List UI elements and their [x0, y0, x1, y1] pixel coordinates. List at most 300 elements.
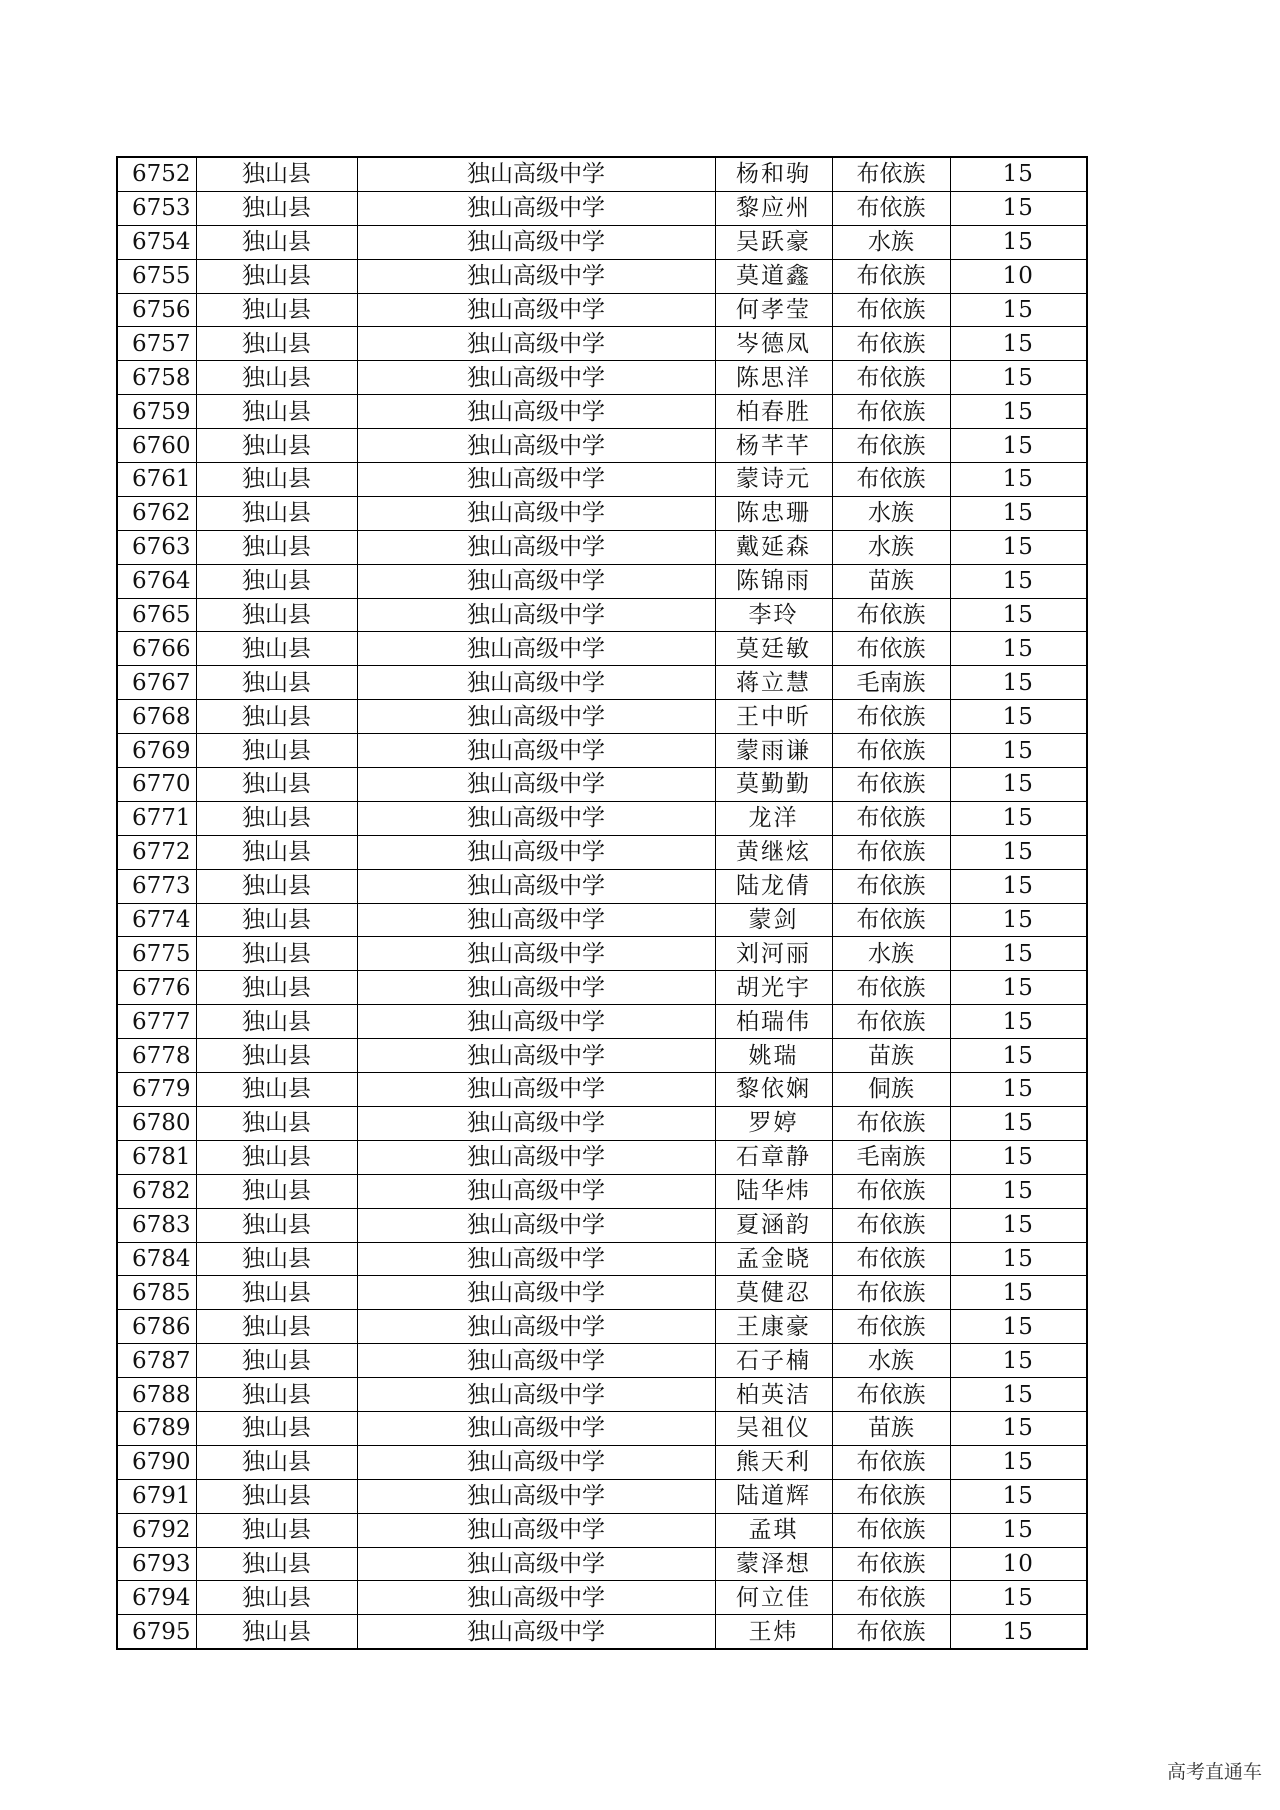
- score-cell: 15: [950, 225, 1087, 259]
- student-name-cell: 莫道鑫: [715, 259, 832, 293]
- student-name-cell: 蒙雨谦: [715, 734, 832, 768]
- ethnicity-cell: 布依族: [832, 1174, 950, 1208]
- county-cell: 独山县: [196, 496, 357, 530]
- ethnicity-cell: 布依族: [832, 293, 950, 327]
- county-cell: 独山县: [196, 1581, 357, 1615]
- score-cell: 15: [950, 768, 1087, 802]
- row-number-cell: 6773: [117, 869, 196, 903]
- student-name-cell: 蒙诗元: [715, 463, 832, 497]
- row-number-cell: 6782: [117, 1174, 196, 1208]
- table-row: [117, 1276, 1087, 1310]
- row-number-cell: 6786: [117, 1310, 196, 1344]
- ethnicity-cell: 布依族: [832, 700, 950, 734]
- county-cell: 独山县: [196, 734, 357, 768]
- table-row: [117, 1140, 1087, 1174]
- county-cell: 独山县: [196, 598, 357, 632]
- score-cell: 15: [950, 1513, 1087, 1547]
- student-name-cell: 黄继炫: [715, 835, 832, 869]
- table-row: [117, 496, 1087, 530]
- county-cell: 独山县: [196, 768, 357, 802]
- score-cell: 15: [950, 157, 1087, 191]
- ethnicity-cell: 布依族: [832, 1378, 950, 1412]
- ethnicity-cell: 布依族: [832, 361, 950, 395]
- row-number-cell: 6780: [117, 1106, 196, 1140]
- county-cell: 独山县: [196, 564, 357, 598]
- score-cell: 15: [950, 463, 1087, 497]
- school-cell: 独山高级中学: [357, 1310, 715, 1344]
- table-row: [117, 937, 1087, 971]
- county-cell: 独山县: [196, 1208, 357, 1242]
- table-row: [117, 666, 1087, 700]
- ethnicity-cell: 布依族: [832, 1581, 950, 1615]
- table-row: [117, 191, 1087, 225]
- county-cell: 独山县: [196, 1140, 357, 1174]
- county-cell: 独山县: [196, 361, 357, 395]
- score-cell: 15: [950, 971, 1087, 1005]
- table-row: [117, 971, 1087, 1005]
- school-cell: 独山高级中学: [357, 1174, 715, 1208]
- student-name-cell: 莫健忍: [715, 1276, 832, 1310]
- ethnicity-cell: 布依族: [832, 632, 950, 666]
- score-cell: 15: [950, 395, 1087, 429]
- student-name-cell: 何孝莹: [715, 293, 832, 327]
- ethnicity-cell: 毛南族: [832, 666, 950, 700]
- ethnicity-cell: 布依族: [832, 157, 950, 191]
- row-number-cell: 6770: [117, 768, 196, 802]
- student-name-cell: 黎应州: [715, 191, 832, 225]
- student-name-cell: 蒋立慧: [715, 666, 832, 700]
- school-cell: 独山高级中学: [357, 903, 715, 937]
- school-cell: 独山高级中学: [357, 564, 715, 598]
- row-number-cell: 6776: [117, 971, 196, 1005]
- ethnicity-cell: 布依族: [832, 801, 950, 835]
- ethnicity-cell: 布依族: [832, 1005, 950, 1039]
- county-cell: 独山县: [196, 1479, 357, 1513]
- table-row: [117, 1174, 1087, 1208]
- school-cell: 独山高级中学: [357, 259, 715, 293]
- county-cell: 独山县: [196, 1242, 357, 1276]
- school-cell: 独山高级中学: [357, 971, 715, 1005]
- school-cell: 独山高级中学: [357, 1411, 715, 1445]
- student-name-cell: 陆道辉: [715, 1479, 832, 1513]
- score-cell: 15: [950, 496, 1087, 530]
- score-cell: 15: [950, 1073, 1087, 1107]
- score-cell: 15: [950, 734, 1087, 768]
- student-name-cell: 熊天利: [715, 1445, 832, 1479]
- county-cell: 独山县: [196, 869, 357, 903]
- school-cell: 独山高级中学: [357, 1208, 715, 1242]
- table-row: [117, 1547, 1087, 1581]
- county-cell: 独山县: [196, 1344, 357, 1378]
- row-number-cell: 6755: [117, 259, 196, 293]
- table-row: [117, 1479, 1087, 1513]
- student-name-cell: 王炜: [715, 1615, 832, 1649]
- school-cell: 独山高级中学: [357, 598, 715, 632]
- score-cell: 15: [950, 1445, 1087, 1479]
- ethnicity-cell: 布依族: [832, 1615, 950, 1649]
- school-cell: 独山高级中学: [357, 869, 715, 903]
- row-number-cell: 6767: [117, 666, 196, 700]
- score-cell: 15: [950, 632, 1087, 666]
- school-cell: 独山高级中学: [357, 1276, 715, 1310]
- ethnicity-cell: 布依族: [832, 1106, 950, 1140]
- school-cell: 独山高级中学: [357, 1140, 715, 1174]
- county-cell: 独山县: [196, 327, 357, 361]
- row-number-cell: 6768: [117, 700, 196, 734]
- row-number-cell: 6769: [117, 734, 196, 768]
- school-cell: 独山高级中学: [357, 157, 715, 191]
- table-row: [117, 869, 1087, 903]
- school-cell: 独山高级中学: [357, 191, 715, 225]
- row-number-cell: 6759: [117, 395, 196, 429]
- school-cell: 独山高级中学: [357, 835, 715, 869]
- ethnicity-cell: 布依族: [832, 1310, 950, 1344]
- table-row: [117, 768, 1087, 802]
- row-number-cell: 6764: [117, 564, 196, 598]
- school-cell: 独山高级中学: [357, 293, 715, 327]
- table-row: [117, 361, 1087, 395]
- county-cell: 独山县: [196, 1276, 357, 1310]
- student-name-cell: 李玲: [715, 598, 832, 632]
- table-row: [117, 801, 1087, 835]
- ethnicity-cell: 苗族: [832, 1039, 950, 1073]
- score-cell: 15: [950, 1276, 1087, 1310]
- county-cell: 独山县: [196, 937, 357, 971]
- ethnicity-cell: 水族: [832, 1344, 950, 1378]
- school-cell: 独山高级中学: [357, 1581, 715, 1615]
- county-cell: 独山县: [196, 700, 357, 734]
- county-cell: 独山县: [196, 1106, 357, 1140]
- score-cell: 15: [950, 361, 1087, 395]
- school-cell: 独山高级中学: [357, 429, 715, 463]
- school-cell: 独山高级中学: [357, 734, 715, 768]
- row-number-cell: 6771: [117, 801, 196, 835]
- student-name-cell: 石章静: [715, 1140, 832, 1174]
- row-number-cell: 6779: [117, 1073, 196, 1107]
- student-name-cell: 刘河丽: [715, 937, 832, 971]
- row-number-cell: 6793: [117, 1547, 196, 1581]
- county-cell: 独山县: [196, 1174, 357, 1208]
- county-cell: 独山县: [196, 1310, 357, 1344]
- school-cell: 独山高级中学: [357, 1378, 715, 1412]
- score-cell: 15: [950, 1615, 1087, 1649]
- table-row: [117, 293, 1087, 327]
- ethnicity-cell: 布依族: [832, 463, 950, 497]
- ethnicity-cell: 布依族: [832, 429, 950, 463]
- ethnicity-cell: 侗族: [832, 1073, 950, 1107]
- student-name-cell: 莫廷敏: [715, 632, 832, 666]
- score-cell: 15: [950, 835, 1087, 869]
- table-row: [117, 1378, 1087, 1412]
- score-cell: 15: [950, 666, 1087, 700]
- county-cell: 独山县: [196, 225, 357, 259]
- student-name-cell: 吴祖仪: [715, 1411, 832, 1445]
- school-cell: 独山高级中学: [357, 1106, 715, 1140]
- row-number-cell: 6785: [117, 1276, 196, 1310]
- ethnicity-cell: 水族: [832, 225, 950, 259]
- score-cell: 15: [950, 700, 1087, 734]
- row-number-cell: 6758: [117, 361, 196, 395]
- score-cell: 15: [950, 903, 1087, 937]
- roster-table: [116, 156, 1088, 1650]
- row-number-cell: 6774: [117, 903, 196, 937]
- county-cell: 独山县: [196, 1445, 357, 1479]
- watermark-text: 高考直通车: [1166, 1761, 1262, 1783]
- row-number-cell: 6760: [117, 429, 196, 463]
- ethnicity-cell: 水族: [832, 496, 950, 530]
- table-row: [117, 1242, 1087, 1276]
- school-cell: 独山高级中学: [357, 1615, 715, 1649]
- table-row: [117, 1310, 1087, 1344]
- score-cell: 15: [950, 327, 1087, 361]
- county-cell: 独山县: [196, 903, 357, 937]
- school-cell: 独山高级中学: [357, 361, 715, 395]
- row-number-cell: 6754: [117, 225, 196, 259]
- school-cell: 独山高级中学: [357, 1445, 715, 1479]
- row-number-cell: 6795: [117, 1615, 196, 1649]
- ethnicity-cell: 布依族: [832, 1242, 950, 1276]
- score-cell: 15: [950, 293, 1087, 327]
- score-cell: 15: [950, 1242, 1087, 1276]
- row-number-cell: 6781: [117, 1140, 196, 1174]
- score-cell: 15: [950, 1310, 1087, 1344]
- table-row: [117, 395, 1087, 429]
- ethnicity-cell: 毛南族: [832, 1140, 950, 1174]
- school-cell: 独山高级中学: [357, 1039, 715, 1073]
- table-row: [117, 1208, 1087, 1242]
- row-number-cell: 6756: [117, 293, 196, 327]
- row-number-cell: 6772: [117, 835, 196, 869]
- school-cell: 独山高级中学: [357, 395, 715, 429]
- table-row: [117, 157, 1087, 191]
- county-cell: 独山县: [196, 157, 357, 191]
- score-cell: 15: [950, 1106, 1087, 1140]
- county-cell: 独山县: [196, 395, 357, 429]
- row-number-cell: 6791: [117, 1479, 196, 1513]
- student-name-cell: 罗婷: [715, 1106, 832, 1140]
- row-number-cell: 6778: [117, 1039, 196, 1073]
- ethnicity-cell: 苗族: [832, 1411, 950, 1445]
- table-row: [117, 429, 1087, 463]
- county-cell: 独山县: [196, 666, 357, 700]
- student-name-cell: 柏英洁: [715, 1378, 832, 1412]
- table-row: [117, 259, 1087, 293]
- score-cell: 15: [950, 801, 1087, 835]
- student-name-cell: 莫勤勤: [715, 768, 832, 802]
- school-cell: 独山高级中学: [357, 937, 715, 971]
- student-name-cell: 蒙剑: [715, 903, 832, 937]
- ethnicity-cell: 布依族: [832, 598, 950, 632]
- score-cell: 15: [950, 937, 1087, 971]
- school-cell: 独山高级中学: [357, 700, 715, 734]
- table-row: [117, 632, 1087, 666]
- student-name-cell: 姚瑞: [715, 1039, 832, 1073]
- student-name-cell: 杨芊芊: [715, 429, 832, 463]
- school-cell: 独山高级中学: [357, 1547, 715, 1581]
- row-number-cell: 6752: [117, 157, 196, 191]
- school-cell: 独山高级中学: [357, 1513, 715, 1547]
- score-cell: 15: [950, 1344, 1087, 1378]
- table-row: [117, 1581, 1087, 1615]
- student-name-cell: 陈忠珊: [715, 496, 832, 530]
- table-row: [117, 225, 1087, 259]
- student-name-cell: 石子楠: [715, 1344, 832, 1378]
- school-cell: 独山高级中学: [357, 801, 715, 835]
- student-name-cell: 龙洋: [715, 801, 832, 835]
- ethnicity-cell: 布依族: [832, 327, 950, 361]
- ethnicity-cell: 布依族: [832, 734, 950, 768]
- table-row: [117, 903, 1087, 937]
- row-number-cell: 6761: [117, 463, 196, 497]
- school-cell: 独山高级中学: [357, 1242, 715, 1276]
- county-cell: 独山县: [196, 191, 357, 225]
- score-cell: 15: [950, 1140, 1087, 1174]
- student-name-cell: 陆华炜: [715, 1174, 832, 1208]
- county-cell: 独山县: [196, 1615, 357, 1649]
- county-cell: 独山县: [196, 971, 357, 1005]
- row-number-cell: 6762: [117, 496, 196, 530]
- ethnicity-cell: 水族: [832, 530, 950, 564]
- ethnicity-cell: 布依族: [832, 1276, 950, 1310]
- score-cell: 10: [950, 259, 1087, 293]
- school-cell: 独山高级中学: [357, 768, 715, 802]
- score-cell: 15: [950, 598, 1087, 632]
- school-cell: 独山高级中学: [357, 327, 715, 361]
- school-cell: 独山高级中学: [357, 1479, 715, 1513]
- school-cell: 独山高级中学: [357, 1073, 715, 1107]
- school-cell: 独山高级中学: [357, 496, 715, 530]
- student-name-cell: 孟琪: [715, 1513, 832, 1547]
- student-name-cell: 柏瑞伟: [715, 1005, 832, 1039]
- student-name-cell: 黎依娴: [715, 1073, 832, 1107]
- ethnicity-cell: 布依族: [832, 1513, 950, 1547]
- county-cell: 独山县: [196, 1547, 357, 1581]
- row-number-cell: 6753: [117, 191, 196, 225]
- school-cell: 独山高级中学: [357, 666, 715, 700]
- ethnicity-cell: 布依族: [832, 869, 950, 903]
- row-number-cell: 6792: [117, 1513, 196, 1547]
- county-cell: 独山县: [196, 801, 357, 835]
- score-cell: 15: [950, 1479, 1087, 1513]
- table-row: [117, 1039, 1087, 1073]
- score-cell: 15: [950, 1039, 1087, 1073]
- score-cell: 15: [950, 1005, 1087, 1039]
- student-name-cell: 何立佳: [715, 1581, 832, 1615]
- score-cell: 15: [950, 869, 1087, 903]
- table-row: [117, 1513, 1087, 1547]
- score-cell: 15: [950, 1174, 1087, 1208]
- row-number-cell: 6777: [117, 1005, 196, 1039]
- student-name-cell: 柏春胜: [715, 395, 832, 429]
- table-row: [117, 1411, 1087, 1445]
- table-row: [117, 530, 1087, 564]
- score-cell: 15: [950, 429, 1087, 463]
- row-number-cell: 6765: [117, 598, 196, 632]
- table-row: [117, 1073, 1087, 1107]
- school-cell: 独山高级中学: [357, 225, 715, 259]
- ethnicity-cell: 布依族: [832, 1208, 950, 1242]
- county-cell: 独山县: [196, 1005, 357, 1039]
- score-cell: 15: [950, 1581, 1087, 1615]
- row-number-cell: 6766: [117, 632, 196, 666]
- student-name-cell: 陈思洋: [715, 361, 832, 395]
- student-name-cell: 吴跃豪: [715, 225, 832, 259]
- student-name-cell: 胡光宇: [715, 971, 832, 1005]
- row-number-cell: 6783: [117, 1208, 196, 1242]
- score-cell: 10: [950, 1547, 1087, 1581]
- county-cell: 独山县: [196, 1073, 357, 1107]
- table-row: [117, 327, 1087, 361]
- ethnicity-cell: 水族: [832, 937, 950, 971]
- ethnicity-cell: 布依族: [832, 903, 950, 937]
- row-number-cell: 6763: [117, 530, 196, 564]
- student-name-cell: 王康豪: [715, 1310, 832, 1344]
- student-name-cell: 岑德凤: [715, 327, 832, 361]
- county-cell: 独山县: [196, 835, 357, 869]
- row-number-cell: 6788: [117, 1378, 196, 1412]
- table-row: [117, 1344, 1087, 1378]
- ethnicity-cell: 布依族: [832, 1445, 950, 1479]
- table-row: [117, 734, 1087, 768]
- school-cell: 独山高级中学: [357, 632, 715, 666]
- table-row: [117, 1615, 1087, 1649]
- county-cell: 独山县: [196, 1039, 357, 1073]
- table-row: [117, 598, 1087, 632]
- ethnicity-cell: 布依族: [832, 1547, 950, 1581]
- ethnicity-cell: 布依族: [832, 395, 950, 429]
- table-row: [117, 463, 1087, 497]
- table-row: [117, 1445, 1087, 1479]
- row-number-cell: 6775: [117, 937, 196, 971]
- student-name-cell: 王中昕: [715, 700, 832, 734]
- student-name-cell: 陈锦雨: [715, 564, 832, 598]
- student-name-cell: 陆龙倩: [715, 869, 832, 903]
- county-cell: 独山县: [196, 1378, 357, 1412]
- student-name-cell: 蒙泽想: [715, 1547, 832, 1581]
- row-number-cell: 6784: [117, 1242, 196, 1276]
- row-number-cell: 6790: [117, 1445, 196, 1479]
- table-row: [117, 1005, 1087, 1039]
- row-number-cell: 6757: [117, 327, 196, 361]
- student-name-cell: 戴延森: [715, 530, 832, 564]
- county-cell: 独山县: [196, 429, 357, 463]
- ethnicity-cell: 布依族: [832, 191, 950, 225]
- county-cell: 独山县: [196, 1411, 357, 1445]
- row-number-cell: 6794: [117, 1581, 196, 1615]
- student-name-cell: 孟金晓: [715, 1242, 832, 1276]
- ethnicity-cell: 布依族: [832, 768, 950, 802]
- table-row: [117, 700, 1087, 734]
- score-cell: 15: [950, 1411, 1087, 1445]
- row-number-cell: 6789: [117, 1411, 196, 1445]
- table-row: [117, 564, 1087, 598]
- table-body: [117, 157, 1087, 1649]
- school-cell: 独山高级中学: [357, 1005, 715, 1039]
- score-cell: 15: [950, 1208, 1087, 1242]
- school-cell: 独山高级中学: [357, 530, 715, 564]
- student-name-cell: 杨和驹: [715, 157, 832, 191]
- student-name-cell: 夏涵韵: [715, 1208, 832, 1242]
- county-cell: 独山县: [196, 463, 357, 497]
- table-row: [117, 1106, 1087, 1140]
- score-cell: 15: [950, 1378, 1087, 1412]
- score-cell: 15: [950, 564, 1087, 598]
- county-cell: 独山县: [196, 530, 357, 564]
- school-cell: 独山高级中学: [357, 1344, 715, 1378]
- ethnicity-cell: 布依族: [832, 1479, 950, 1513]
- county-cell: 独山县: [196, 632, 357, 666]
- ethnicity-cell: 布依族: [832, 259, 950, 293]
